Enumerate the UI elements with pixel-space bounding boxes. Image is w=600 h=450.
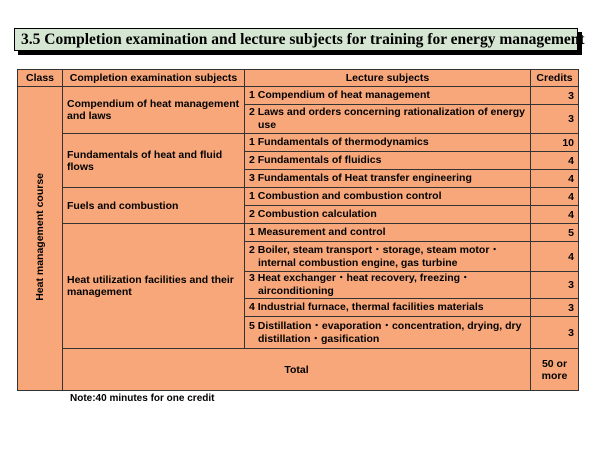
header-lectures: Lecture subjects <box>245 70 531 87</box>
table-header-row <box>18 70 579 87</box>
lecture-label: 2 Combustion calculation <box>249 208 377 220</box>
header-credits: Credits <box>531 70 579 87</box>
table-row <box>18 134 579 152</box>
credit-cell: 4 <box>531 242 579 272</box>
class-label: Heat management course <box>34 173 46 301</box>
class-cell <box>18 87 63 391</box>
title-banner <box>14 28 584 55</box>
lecture-label: 3 Fundamentals of Heat transfer engineering <box>249 172 472 184</box>
credit-cell: 3 <box>531 87 579 105</box>
lecture-label: 1 Fundamentals of thermodynamics <box>249 136 429 148</box>
credit-cell: 4 <box>531 188 579 206</box>
page-title: 3.5 Completion examination and lecture subjects for training for energy management <box>14 28 578 51</box>
total-label: Total <box>63 349 531 391</box>
table-row <box>18 188 579 206</box>
credit-cell: 5 <box>531 224 579 242</box>
header-subjects: Completion examination subjects <box>63 70 245 87</box>
lecture-label: 1 Measurement and control <box>249 226 386 238</box>
lecture-cell <box>245 242 531 272</box>
header-class: Class <box>18 70 63 87</box>
lecture-cell <box>245 188 531 206</box>
credit-cell: 4 <box>531 170 579 188</box>
lecture-label: 2 Laws and orders concerning rationalization of energy use <box>249 106 525 131</box>
exam-subject-cell: Heat utilization facilities and their management <box>63 224 245 349</box>
lecture-cell <box>245 206 531 224</box>
lecture-cell <box>245 272 531 299</box>
exam-subject-cell: Compendium of heat management and laws <box>63 87 245 134</box>
lecture-cell <box>245 317 531 349</box>
lecture-cell <box>245 299 531 317</box>
total-row <box>18 349 579 391</box>
table-row <box>18 87 579 105</box>
footnote: Note:40 minutes for one credit <box>70 393 215 404</box>
table-row <box>18 224 579 242</box>
credit-cell: 3 <box>531 317 579 349</box>
lecture-label: 1 Combustion and combustion control <box>249 190 442 202</box>
credit-cell: 3 <box>531 105 579 134</box>
credit-cell: 4 <box>531 206 579 224</box>
lecture-cell <box>245 134 531 152</box>
lecture-cell <box>245 224 531 242</box>
lecture-cell <box>245 105 531 134</box>
total-credits: 50 or more <box>531 349 579 391</box>
lecture-label: 3 Heat exchanger・heat recovery, freezing・airconditioning <box>249 272 471 297</box>
exam-subject-cell: Fuels and combustion <box>63 188 245 224</box>
lecture-label: 5 Distillation・evaporation・concentration, drying, dry distillation・gasification <box>249 319 522 345</box>
lecture-label: 1 Compendium of heat management <box>249 89 430 101</box>
lecture-cell <box>245 87 531 105</box>
subjects-table <box>17 69 579 391</box>
credit-cell: 4 <box>531 152 579 170</box>
lecture-cell <box>245 170 531 188</box>
credit-cell: 3 <box>531 272 579 299</box>
lecture-label: 2 Fundamentals of fluidics <box>249 154 382 166</box>
lecture-cell <box>245 152 531 170</box>
lecture-label: 4 Industrial furnace, thermal facilities materials <box>249 301 484 313</box>
credit-cell: 10 <box>531 134 579 152</box>
credit-cell: 3 <box>531 299 579 317</box>
lecture-label: 2 Boiler, steam transport・storage, steam motor・internal combustion engine, gas turbine <box>249 243 500 269</box>
exam-subject-cell: Fundamentals of heat and fluid flows <box>63 134 245 188</box>
